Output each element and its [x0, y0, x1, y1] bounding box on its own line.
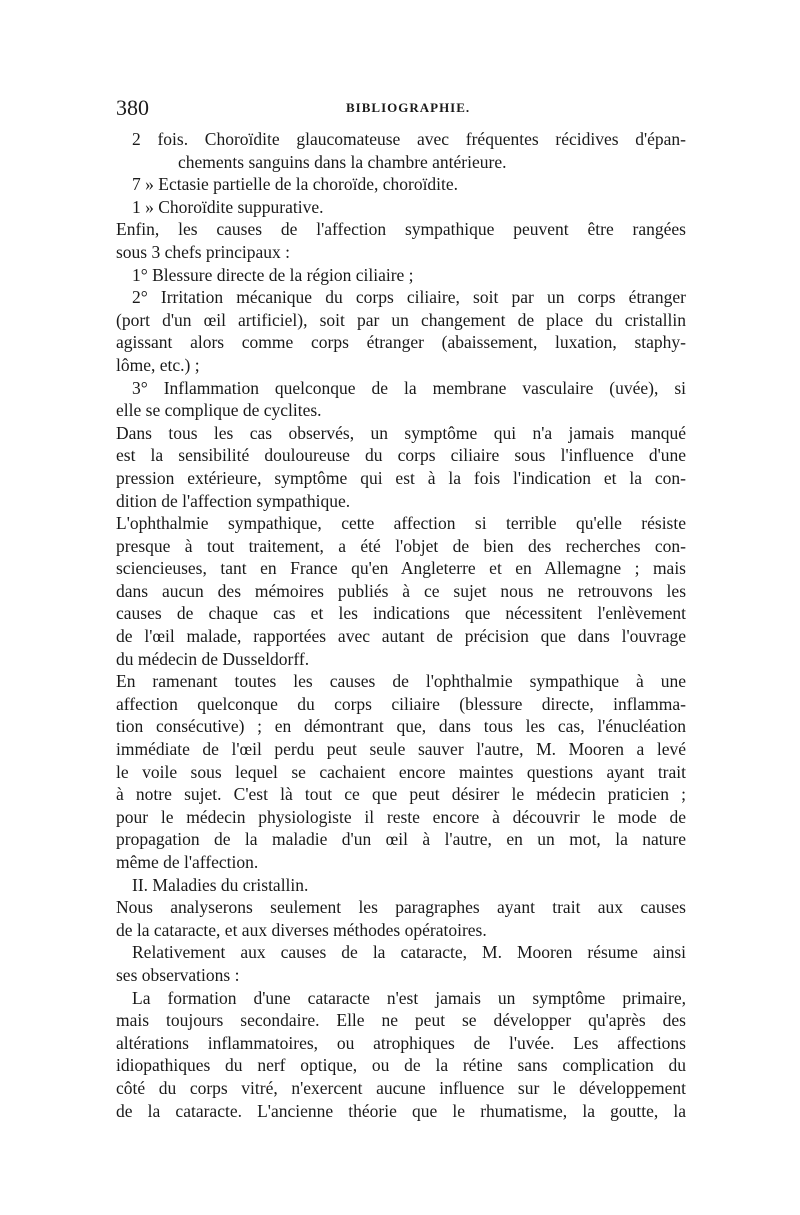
- text-line: 2 fois. Choroïdite glaucomateuse avec fréquentes récidives d'épan-: [132, 129, 686, 149]
- text-line: du médecin de Dusseldorff.: [116, 648, 310, 669]
- text-line: 7 » Ectasie partielle de la choroïde, choroïdite.: [132, 174, 459, 195]
- text-line: affection quelconque du corps ciliaire (blessure directe, inflamma-: [116, 693, 686, 714]
- text-line: lôme, etc.) ;: [116, 354, 200, 375]
- text-line: elle se complique de cyclites.: [116, 400, 322, 421]
- text-line: de l'œil malade, rapportées avec autant de précision que dans l'ouvrage: [116, 626, 686, 647]
- text-line: idiopathiques du nerf optique, ou de la rétine sans complication du: [116, 1055, 686, 1076]
- text-line: sous 3 chefs principaux :: [116, 241, 290, 262]
- text-line: côté du corps vitré, n'exercent aucune influence sur le développement: [116, 1077, 686, 1098]
- text-line: L'ophthalmie sympathique, cette affection si terrible qu'elle résiste: [116, 513, 686, 534]
- text-line: II. Maladies du cristallin.: [132, 874, 309, 895]
- text-line: 1° Blessure directe de la région ciliaire ;: [132, 264, 414, 285]
- text-line: Relativement aux causes de la cataracte, M. Mooren résume ainsi: [132, 942, 686, 963]
- text-line: agissant alors comme corps étranger (abaissement, luxation, staphy-: [116, 332, 686, 353]
- text-line: Enfin, les causes de l'affection sympathique peuvent être rangées: [116, 219, 686, 240]
- page-header: [116, 95, 686, 125]
- text-line: mais toujours secondaire. Elle ne peut se développer qu'après des: [116, 1010, 686, 1031]
- text-line: pour le médecin physiologiste il reste encore à découvrir le mode de: [116, 806, 686, 827]
- text-line: Dans tous les cas observés, un symptôme qui n'a jamais manqué: [116, 422, 686, 443]
- text-line: tion consécutive) ; en démontrant que, dans tous les cas, l'énucléation: [116, 716, 686, 737]
- text-line: chements sanguins dans la chambre antérieure.: [178, 151, 507, 172]
- text-line: 2° Irritation mécanique du corps ciliaire, soit par un corps étranger: [132, 287, 686, 308]
- text-line: même de l'affection.: [116, 852, 259, 872]
- text-line: En ramenant toutes les causes de l'ophthalmie sympathique à une: [116, 671, 686, 692]
- text-line: propagation de la maladie d'un œil à l'autre, en un mot, la nature: [116, 829, 686, 850]
- text-line: La formation d'une cataracte n'est jamais un symptôme primaire,: [132, 987, 686, 1008]
- text-line: altérations inflammatoires, ou atrophiques de l'uvée. Les affections: [116, 1032, 686, 1053]
- body-text: [116, 128, 686, 1122]
- text-line: de la cataracte. L'ancienne théorie que le rhumatisme, la goutte, la: [116, 1100, 686, 1121]
- text-line: sciencieuses, tant en France qu'en Angleterre et en Allemagne ; mais: [116, 558, 686, 579]
- text-line: 1 » Choroïdite suppurative.: [132, 196, 324, 217]
- text-line: est la sensibilité douloureuse du corps ciliaire sous l'influence d'une: [116, 445, 686, 466]
- text-line: de la cataracte, et aux diverses méthodes opératoires.: [116, 919, 487, 940]
- running-title: BIBLIOGRAPHIE.: [346, 100, 471, 115]
- text-line: à notre sujet. C'est là tout ce que peut désirer le médecin praticien ;: [116, 784, 686, 805]
- text-line: ses observations :: [116, 964, 240, 985]
- text-line: (port d'un œil artificiel), soit par un changement de place du cristallin: [116, 309, 686, 330]
- text-line: dans aucun des mémoires publiés à ce sujet nous ne retrouvons les: [116, 580, 686, 601]
- text-line: immédiate de l'œil perdu peut seule sauver l'autre, M. Mooren a levé: [116, 739, 686, 760]
- page-number: 380: [116, 95, 149, 120]
- text-line: dition de l'affection sympathique.: [116, 490, 351, 511]
- text-line: 3° Inflammation quelconque de la membrane vasculaire (uvée), si: [132, 377, 686, 398]
- text-line: Nous analyserons seulement les paragraphes ayant trait aux causes: [116, 897, 686, 918]
- text-line: presque à tout traitement, a été l'objet de bien des recherches con-: [116, 535, 686, 556]
- text-line: le voile sous lequel se cachaient encore maintes questions ayant trait: [116, 761, 686, 782]
- text-line: pression extérieure, symptôme qui est à la fois l'indication et la con-: [116, 467, 686, 488]
- text-line: causes de chaque cas et les indications que nécessitent l'enlèvement: [116, 603, 686, 624]
